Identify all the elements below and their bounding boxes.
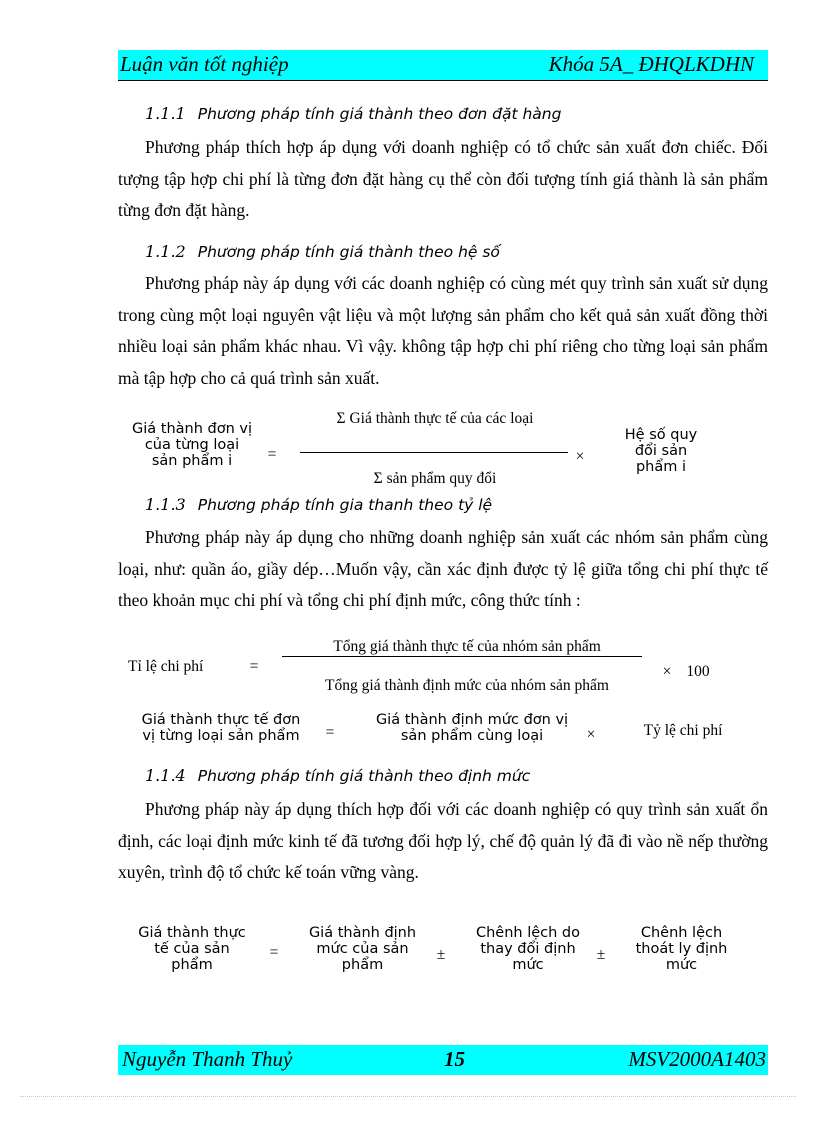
formula4-equals: = [269, 944, 279, 961]
formula1-rhs: Hệ số quy đổi sản phẩm i [624, 427, 698, 475]
section-heading-1-1-2 [145, 242, 500, 261]
formula4-change-variance: Chênh lệch do thay đổi định mức [475, 925, 581, 973]
formula1-times: × [575, 448, 585, 465]
page-number: 15 [444, 1047, 465, 1071]
section-title: Phương pháp tính giá thành theo đơn đặt hàng [197, 105, 562, 123]
section-heading-1-1-1 [145, 104, 561, 123]
formula1-numerator [300, 410, 570, 427]
formula2-fraction-bar [282, 656, 642, 657]
sigma-symbol: Σ [336, 410, 346, 427]
section-title: Phương pháp tính gia thanh theo tỷ lệ [197, 496, 493, 514]
formula1-equals: = [267, 446, 277, 463]
section-number: 1.1.4 [145, 766, 186, 785]
formula4-standard-cost: Giá thành định mức của sản phẩm [308, 925, 417, 973]
formula4-plusminus-2: ± [596, 946, 606, 963]
formula2-denominator: Tổng giá thành định mức của nhóm sản phẩm [325, 677, 609, 694]
formula1-denominator-text: sản phẩm quy đổi [386, 470, 497, 487]
section-number: 1.1.3 [145, 495, 186, 514]
formula1-lhs: Giá thành đơn vị của từng loại sản phẩm i [132, 421, 252, 469]
page-header [118, 50, 768, 81]
formula4-actual-cost: Giá thành thực tế của sản phẩm [138, 925, 246, 973]
paragraph-4: Phương pháp này áp dụng thích hợp đối với các doanh nghiệp có quy trình sản xuất ổn định, các loại định mức kinh tế đã tương đối hợp lý, chế độ quản lý đã đi vào nề nếp thường xuyên, trình độ tổ chức kế toán vững vàng. [118, 799, 768, 882]
paragraph-1: Phương pháp thích hợp áp dụng với doanh nghiệp có tổ chức sản xuất đơn chiếc. Đối tượng tập hợp chi phí là từng đơn đặt hàng cụ thể còn đối tượng tính giá thành là sản phẩm từng đơn đặt hàng. [118, 137, 768, 220]
formula1-fraction-bar [300, 452, 568, 453]
formula4-plusminus-1: ± [436, 946, 446, 963]
section-title: Phương pháp tính giá thành theo định mức [197, 767, 531, 785]
footer-student-id: MSV2000A1403 [628, 1047, 766, 1071]
formula3-mid: Giá thành định mức đơn vị sản phẩm cùng loại [375, 712, 569, 744]
formula3-equals: = [325, 724, 335, 741]
formula4-deviation-variance: Chênh lệch thoát ly định mức [635, 925, 728, 973]
paragraph-3: Phương pháp này áp dụng cho những doanh nghiệp sản xuất các nhóm sản phẩm cùng loại, như: quần áo, giầy dép…Muốn vậy, cần xác định được tỷ lệ giữa tổng chi phí thực tế theo khoản mục chi phí và tổng chi phí định mức, công thức tính : [118, 527, 768, 610]
formula2-lhs: Tỉ lệ chi phí [128, 658, 204, 675]
formula2-factor: 100 [686, 663, 710, 680]
formula2-equals: = [249, 658, 259, 675]
page-bottom-divider [20, 1096, 796, 1097]
page-footer [118, 1045, 768, 1075]
formula2-times: × [662, 663, 672, 680]
section-number: 1.1.1 [145, 104, 186, 123]
formula1-denominator [330, 470, 540, 487]
footer-author: Nguyễn Thanh Thuỷ [122, 1047, 293, 1071]
header-course-label: Khóa 5A_ ĐHQLKDHN [548, 52, 754, 76]
section-number: 1.1.2 [145, 242, 186, 261]
formula1-numerator-text: Giá thành thực tế của các loại [349, 410, 534, 427]
formula3-rhs: Tỷ lệ chi phí [643, 722, 723, 739]
formula3-lhs: Giá thành thực tế đơn vị từng loại sản phẩm [141, 712, 301, 744]
formula3-times: × [586, 726, 596, 743]
section-heading-1-1-4 [145, 766, 530, 785]
paragraph-2: Phương pháp này áp dụng với các doanh nghiệp có cùng mét quy trình sản xuất sử dụng trong cùng một loại nguyên vật liệu và một lượng sản phẩm cho kết quả sản xuất đồng thời nhiều loại sản phẩm khác nhau. Vì vậy. không tập hợp chi phí riêng cho từng loại sản phẩm mà tập hợp cho cả quá trình sản xuất. [118, 273, 768, 388]
section-title: Phương pháp tính giá thành theo hệ số [197, 243, 500, 261]
section-heading-1-1-3 [145, 495, 492, 514]
formula2-numerator: Tổng giá thành thực tế của nhóm sản phẩm [333, 638, 601, 655]
header-thesis-label: Luận văn tốt nghiệp [120, 52, 289, 76]
sigma-symbol: Σ [373, 470, 383, 487]
